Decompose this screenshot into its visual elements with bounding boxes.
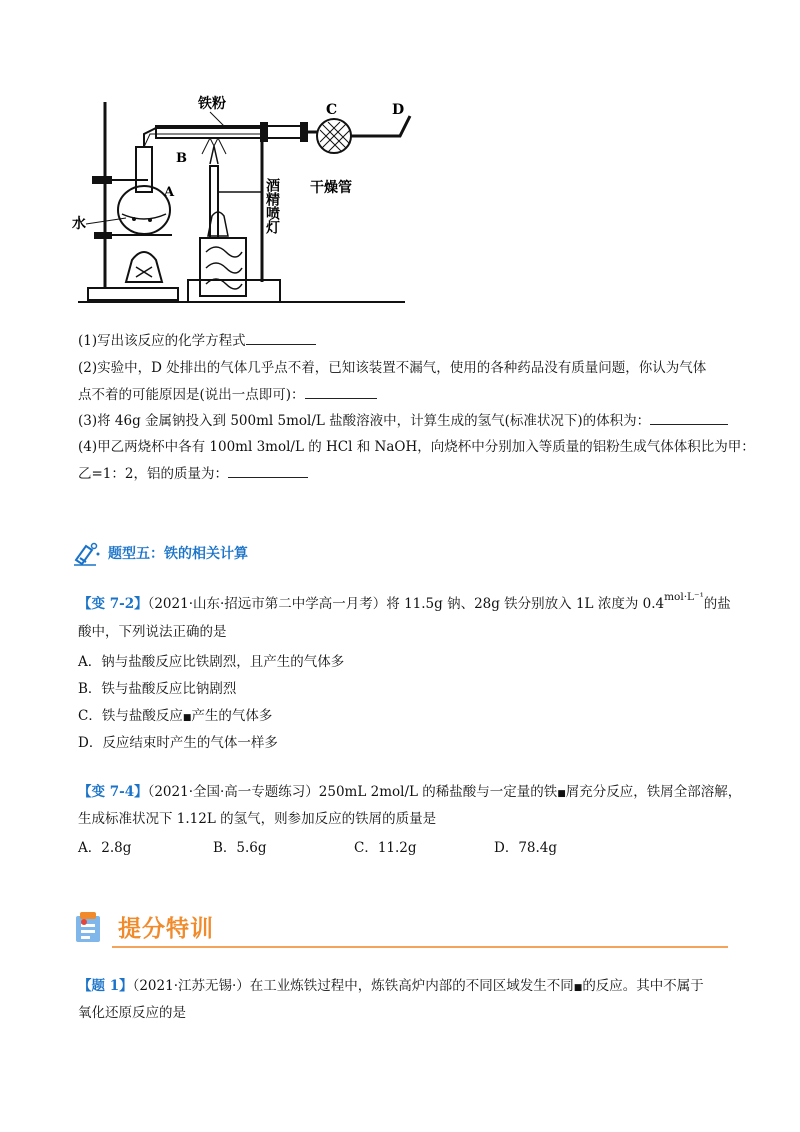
question-text: （2021·山东·招远市第二中学高一月考）将 11.5g 钠、28g 铁分别放入 1L 浓度为 0.4 [147, 596, 665, 612]
q-part-1-text: (1)写出该反应的化学方程式 [78, 333, 246, 349]
label-alcohol-lamp: 酒精喷灯 [264, 178, 280, 234]
answer-blank[interactable] [228, 463, 308, 478]
label-water: 水 [72, 216, 86, 232]
option-d[interactable]: D．反应结束时产生的气体一样多 [78, 735, 278, 751]
section-title: 题型五：铁的相关计算 [108, 546, 248, 562]
unit-superscript: mol·L⁻¹ [664, 591, 704, 603]
watermark-mark: ■ [557, 789, 566, 799]
watermark-mark: ■ [182, 713, 192, 723]
answer-blank[interactable] [246, 330, 316, 345]
question-7-4-cont: 生成标准状况下 1.12L 的氢气，则参加反应的铁屑的质量是 [78, 811, 437, 827]
apparatus-figure [70, 92, 440, 312]
q-part-2: (2)实验中，D 处排出的气体几乎点不着，已知该装置不漏气，使用的各种药品没有质量问题，你认为气体 [78, 360, 707, 376]
watermark-mark: ■ [573, 983, 583, 993]
clipboard-icon [72, 910, 108, 946]
choice-d[interactable]: D．78.4g [494, 840, 558, 856]
option-b[interactable]: B．铁与盐酸反应比钠剧烈 [78, 681, 237, 697]
label-iron-powder: 铁粉 [198, 96, 226, 112]
question-7-2-cont: 酸中，下列说法正确的是 [78, 624, 227, 640]
q-part-3 [78, 410, 728, 431]
question-1-cont: 氧化还原反应的是 [78, 1005, 186, 1021]
q-part-4: (4)甲乙两烧杯中各有 100ml 3mol/L 的 HCl 和 NaOH，向烧杯中分别加入等质量的铝粉生成气体体积比为甲： [78, 439, 755, 455]
q-part-3-text: (3)将 46g 金属钠投入到 500ml 5mol/L 盐酸溶液中，计算生成的氢气(标准状况下)的体积为： [78, 413, 651, 429]
option-c-tail: 产生的气体多 [191, 708, 273, 724]
label-c: C [326, 102, 338, 118]
question-tag: 【变 7-2】 [78, 596, 148, 612]
label-b: B [176, 151, 187, 166]
question-text: （2021·全国·高一专题练习）250mL 2mol/L 的稀盐酸与一定量的铁 [147, 784, 558, 800]
label-d: D [392, 102, 405, 118]
q-part-1 [78, 330, 316, 351]
question-7-4 [78, 782, 741, 804]
banner-title: 提分特训 [118, 916, 214, 942]
q-part-2-cont [78, 384, 377, 405]
banner-divider [112, 946, 728, 948]
question-tag: 【题 1】 [78, 978, 133, 994]
question-text-tail: 的反应。其中不属于 [582, 978, 704, 994]
question-text-tail: 屑充分反应，铁屑全部溶解， [565, 784, 742, 800]
option-c-text: C．铁与盐酸反应 [78, 708, 183, 724]
choice-a[interactable]: A．2.8g [78, 840, 132, 856]
q-part-2-cont-text: 点不着的可能原因是(说出一点即可)： [78, 387, 305, 403]
option-a[interactable]: A．钠与盐酸反应比铁剧烈，且产生的气体多 [78, 654, 345, 670]
question-7-2 [78, 591, 731, 615]
question-text: （2021·江苏无锡·）在工业炼铁过程中，炼铁高炉内部的不同区域发生不同 [132, 978, 574, 994]
choice-b[interactable]: B．5.6g [213, 840, 267, 856]
section-heading [72, 540, 248, 566]
label-drying-tube: 干燥管 [310, 180, 352, 196]
question-1 [78, 976, 704, 998]
practice-banner [72, 908, 728, 948]
q-part-4-cont [78, 463, 308, 484]
answer-blank[interactable] [305, 384, 377, 399]
label-a: A [164, 185, 175, 200]
answer-blank[interactable] [650, 410, 728, 425]
option-c[interactable] [78, 706, 272, 728]
question-tag: 【变 7-4】 [78, 784, 148, 800]
q-part-4-cont-text: 乙=1：2，铝的质量为： [78, 466, 228, 482]
choice-c[interactable]: C．11.2g [354, 840, 417, 856]
flask-icon [72, 540, 102, 566]
question-text-tail: 的盐 [703, 596, 731, 612]
